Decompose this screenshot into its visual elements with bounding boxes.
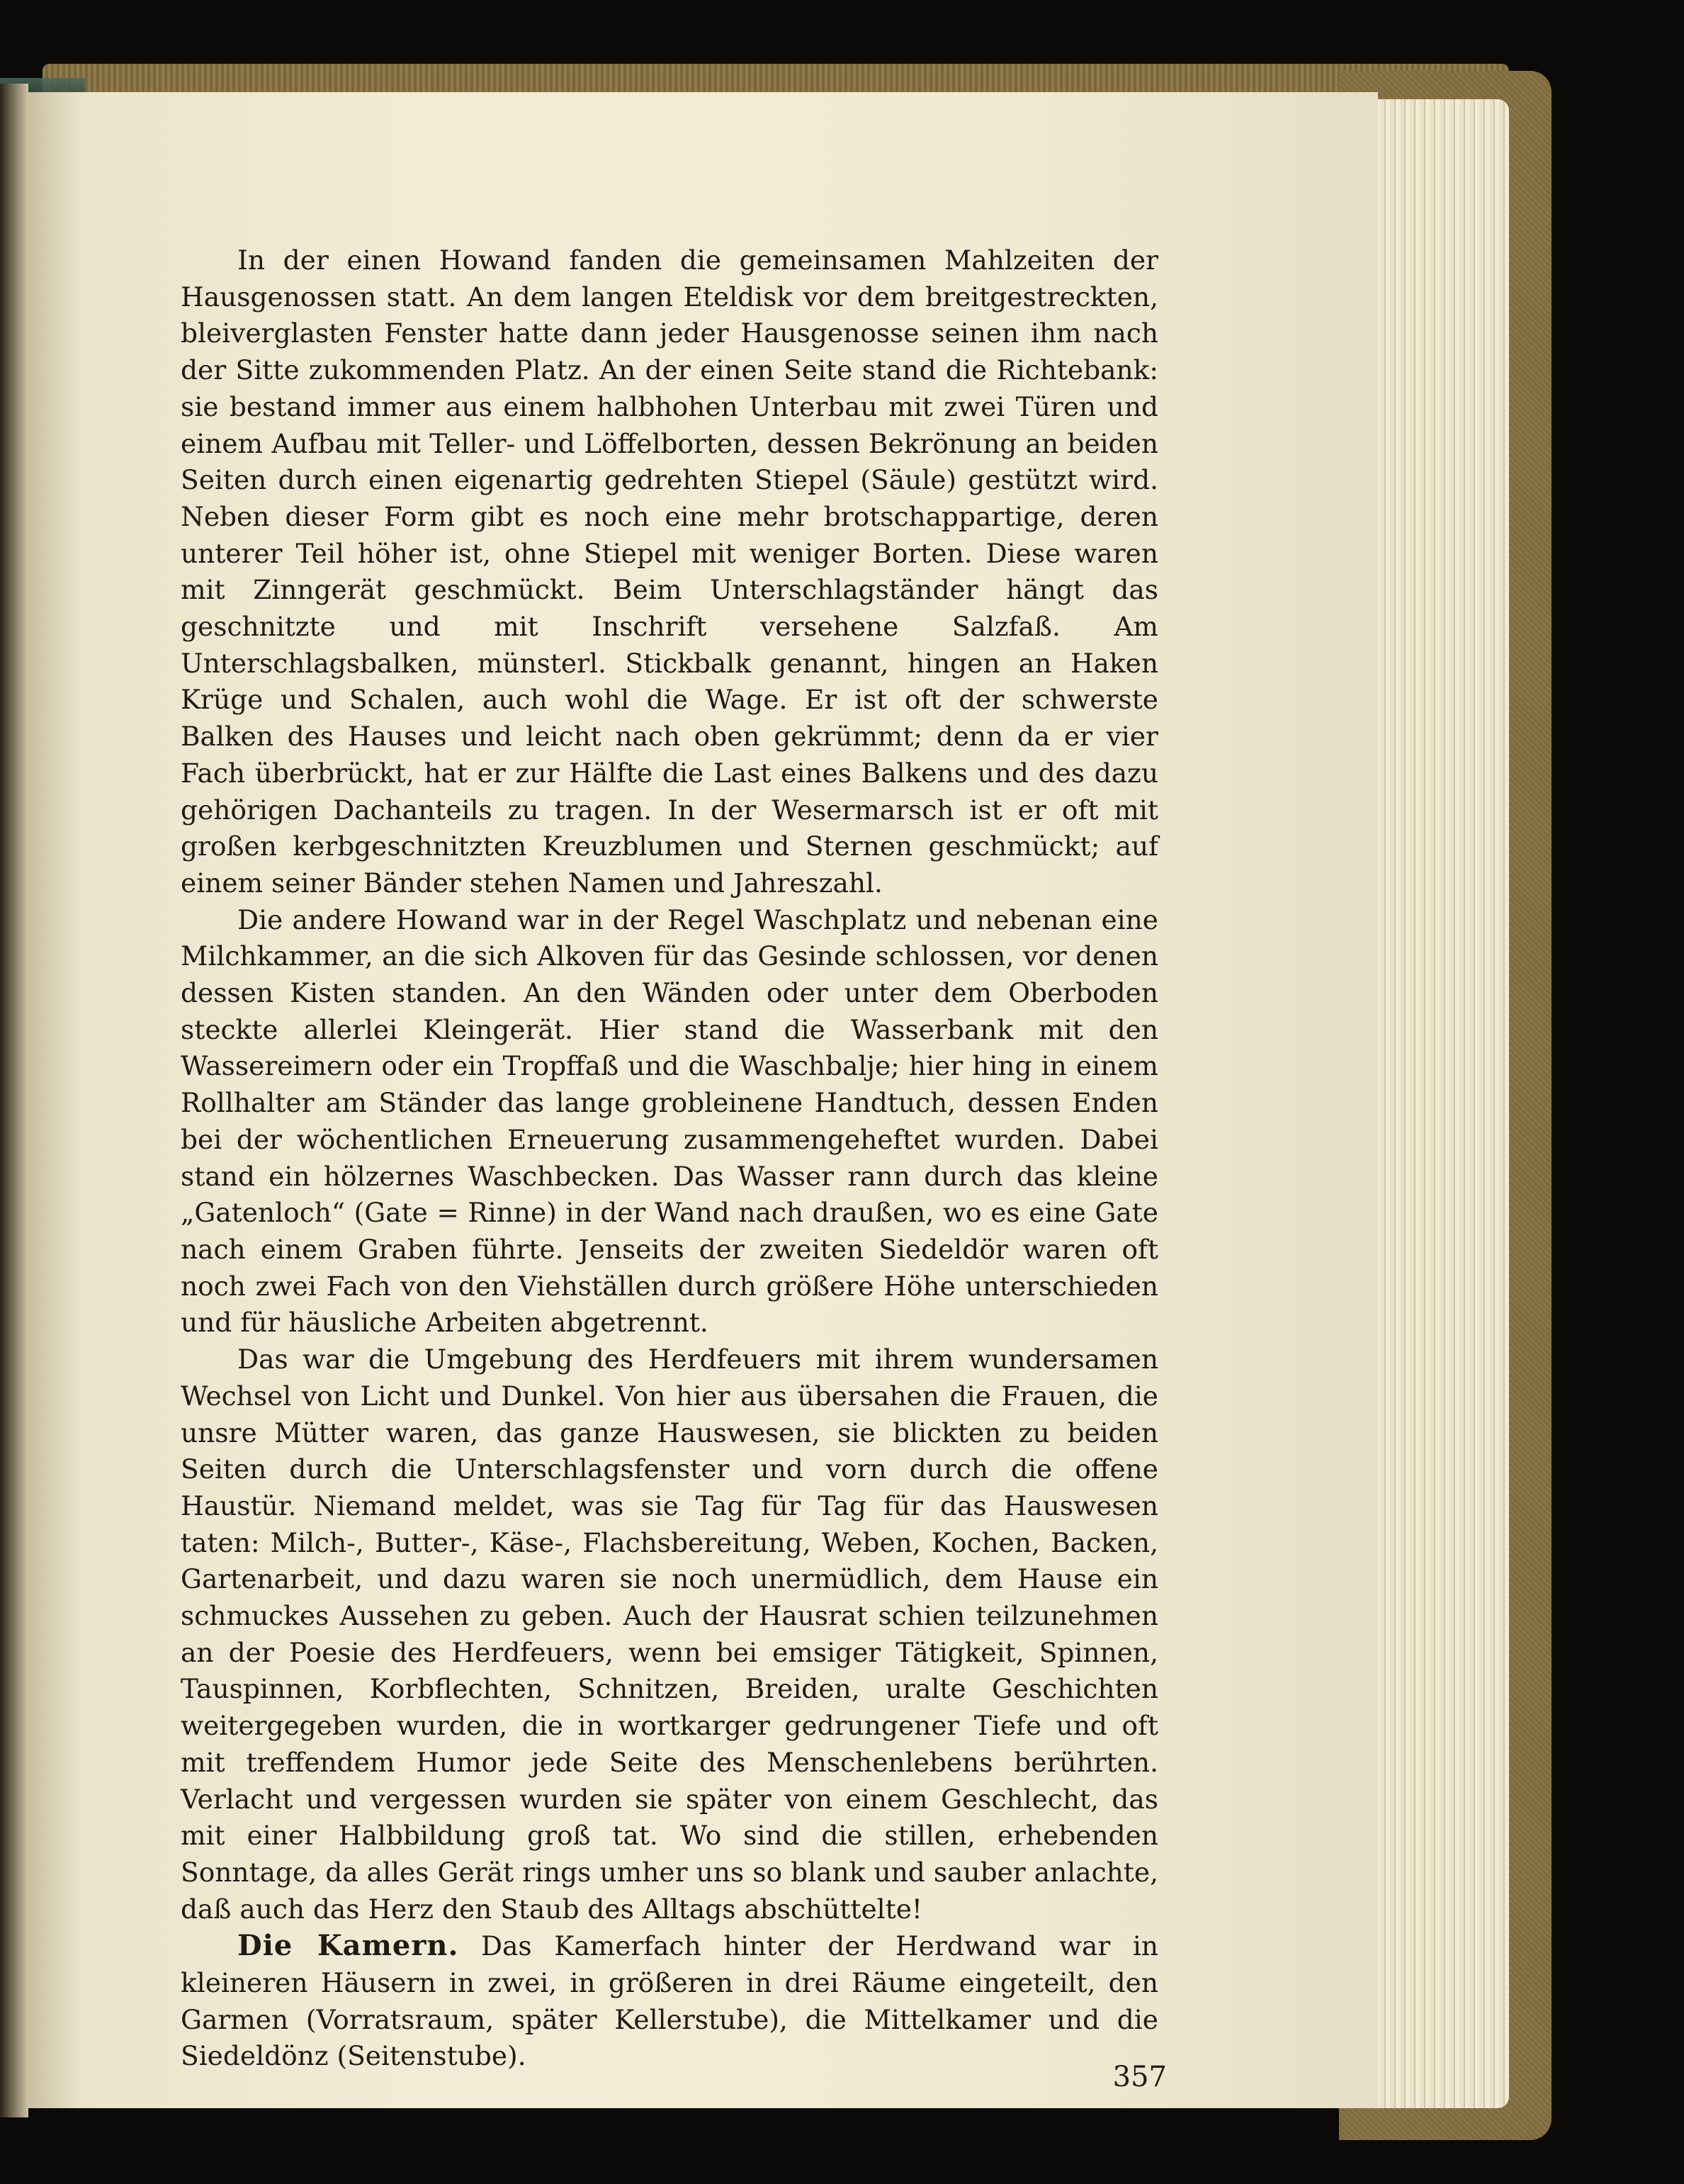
body-text	[181, 242, 1158, 2075]
paragraph-2: Die andere Howand war in der Regel Waschplatz und nebenan eine Milchkammer, an die sich Alkoven für das Gesinde schlossen, vor denen dessen Kisten standen. An den Wänden oder unter dem Oberboden steckte allerlei Kleingerät. Hier stand die Wasserbank mit den Wassereimern oder ein Tropffaß und die Waschbalje; hier hing in einem Rollhalter am Ständer das lange grobleinene Handtuch, dessen Enden bei der wöchentlichen Erneuerung zusammengeheftet wurden. Dabei stand ein hölzernes Waschbecken. Das Wasser rann durch das kleine „Gatenloch“ (Gate = Rinne) in der Wand nach draußen, wo es eine Gate nach einem Graben führte. Jenseits der zweiten Siedeldör waren oft noch zwei Fach von den Viehställen durch größere Höhe unterschieden und für häusliche Arbeiten abgetrennt.	[181, 904, 1158, 1339]
page-number: 357	[1112, 2061, 1167, 2093]
section-heading: Die Kamern.	[237, 1929, 459, 1963]
paragraph-1: In der einen Howand fanden die gemeinsamen Mahlzeiten der Hausgenossen statt. An dem langen Eteldisk vor dem breitgestreckten, bleiverglasten Fenster hatte dann jeder Hausgenosse seinen ihm nach der Sitte zukommenden Platz. An der einen Seite stand die Richtebank: sie bestand immer aus einem halbhohen Unterbau mit zwei Türen und einem Aufbau mit Teller- und Löffelborten, dessen Bekrönung an beiden Seiten durch einen eigenartig gedrehten Stiepel (Säule) gestützt wird. Neben dieser Form gibt es noch eine mehr brotschappartige, deren unterer Teil höher ist, ohne Stiepel mit weniger Borten. Diese waren mit Zinngerät geschmückt. Beim Unterschlagständer hängt das geschnitzte und mit Inschrift versehene Salzfaß. Am Unterschlagsbalken, münsterl. Stickbalk genannt, hingen an Haken Krüge und Schalen, auch wohl die Wage. Er ist oft der schwerste Balken des Hauses und leicht nach oben gekrümmt; denn da er vier Fach überbrückt, hat er zur Hälfte die Last eines Balkens und des dazu gehörigen Dachanteils zu tragen. In der Wesermarsch ist er oft mit großen kerbgeschnitzten Kreuzblumen und Sternen geschmückt; auf einem seiner Bänder stehen Namen und Jahreszahl.	[181, 244, 1158, 899]
book-page	[28, 92, 1378, 2108]
paragraph-3: Das war die Umgebung des Herdfeuers mit ihrem wundersamen Wechsel von Licht und Dunkel. Von hier aus übersahen die Frauen, die unsre Mütter waren, das ganze Hauswesen, sie blickten zu beiden Seiten durch die Unterschlagsfenster und vorn durch die offene Haustür. Niemand meldet, was sie Tag für Tag für das Hauswesen taten: Milch-, Butter-, Käse-, Flachsbereitung, Weben, Kochen, Backen, Gartenarbeit, und dazu waren sie noch unermüdlich, dem Hause ein schmuckes Aussehen zu geben. Auch der Hausrat schien teilzunehmen an der Poesie des Herdfeuers, wenn bei emsiger Tätigkeit, Spinnen, Tauspinnen, Korbflechten, Schnitzen, Breiden, uralte Geschichten weitergegeben wurden, die in wortkarger gedrungener Tiefe und oft mit treffendem Humor jede Seite des Menschenlebens berührten. Verlacht und vergessen wurden sie später von einem Geschlecht, das mit einer Halbbildung groß tat. Wo sind die stillen, erhebenden Sonntage, da alles Gerät rings umher uns so blank und sauber anlachte, daß auch das Herz den Staub des Alltags abschüttelte!	[181, 1344, 1158, 1925]
left-page-edge	[0, 84, 28, 2117]
section-paragraph	[181, 1927, 1158, 2075]
page-stack-edge	[1360, 99, 1509, 2108]
section-text: Das Kamerfach hinter der Herdwand war in kleineren Häusern in zwei, in größeren in drei Räume eingeteilt, den Garmen (Vorratsraum, später Kellerstube), die Mittelkamer und die Siedeldönz (Seitenstube).	[181, 1930, 1159, 2072]
